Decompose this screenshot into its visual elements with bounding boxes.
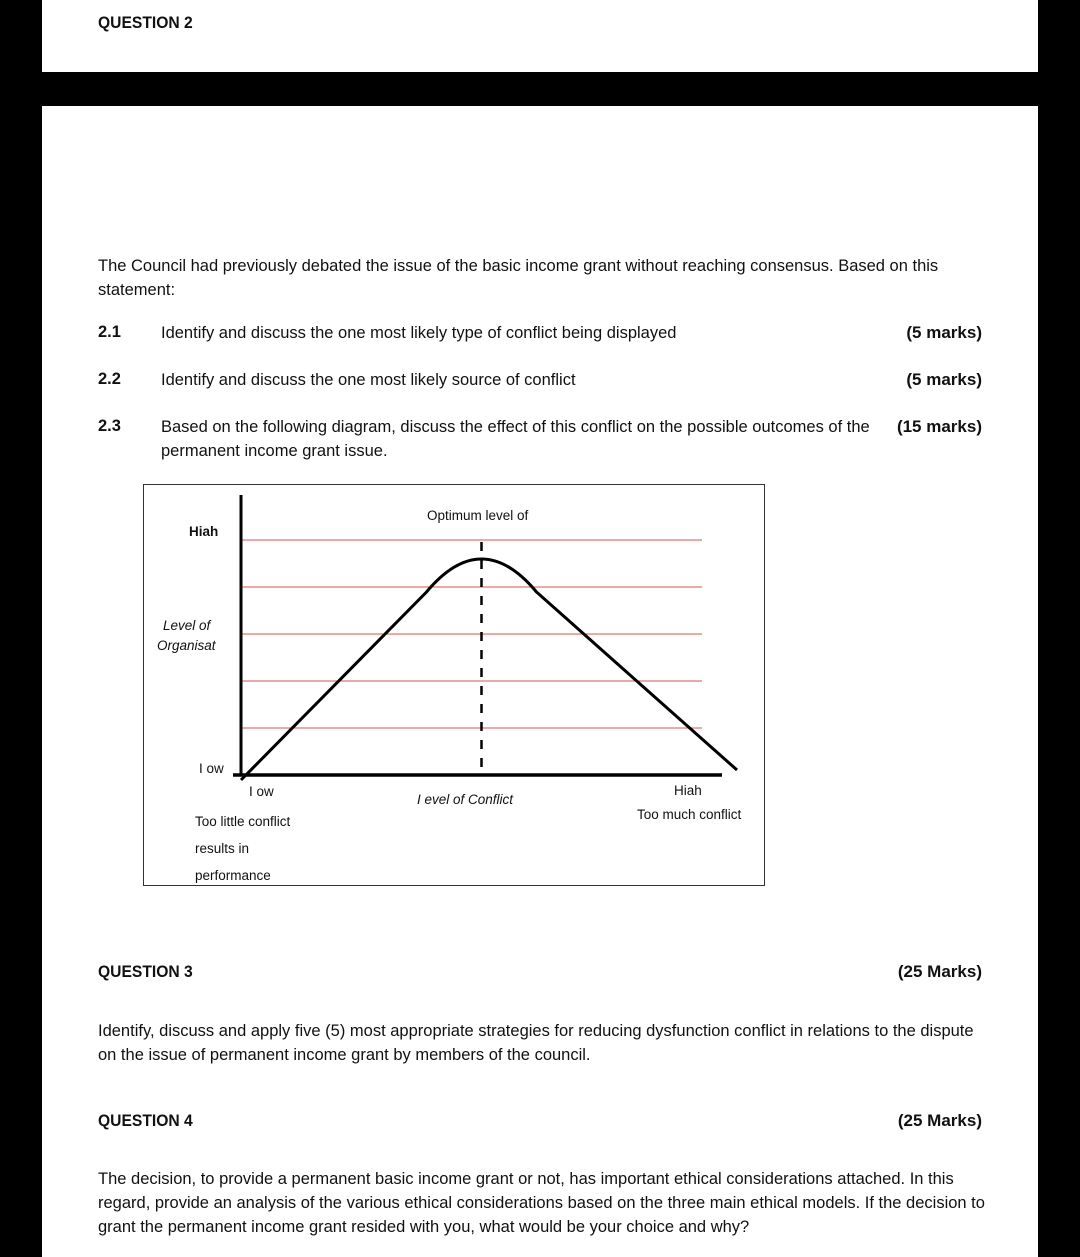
- item-2-2-text: Identify and discuss the one most likely source of conflict: [161, 371, 576, 389]
- x-axis-label: I evel of Conflict: [417, 792, 514, 807]
- item-2-1-number: 2.1: [98, 323, 121, 341]
- item-2-2-number: 2.2: [98, 370, 121, 388]
- question-3-marks: (25 Marks): [897, 962, 982, 981]
- too-little-line3: performance: [195, 868, 271, 883]
- conflict-performance-diagram: [143, 484, 765, 886]
- page-top-strip: [42, 0, 1038, 72]
- item-2-2-marks: (5 marks): [906, 370, 982, 389]
- too-little-line1: Too little conflict: [195, 814, 291, 829]
- y-axis-label-line1: Level of: [163, 618, 211, 633]
- item-2-1-text: Identify and discuss the one most likely type of conflict being displayed: [161, 324, 677, 342]
- x-axis-low-label: I ow: [249, 784, 274, 799]
- question-2-title: QUESTION 2: [98, 13, 193, 32]
- y-axis-label-line2: Organisat: [157, 638, 216, 653]
- y-axis-low-label: I ow: [199, 761, 224, 776]
- question-3-title: QUESTION 3: [98, 962, 193, 981]
- item-2-3-text: Based on the following diagram, discuss the effect of this conflict on the possible outcomes of the permanent income grant issue.: [161, 418, 870, 460]
- item-2-3-marks: (15 marks): [896, 417, 982, 436]
- question-2-intro: The Council had previously debated the issue of the basic income grant without reaching consensus. Based on this statement:: [98, 257, 939, 299]
- question-4-marks: (25 Marks): [897, 1111, 982, 1130]
- too-much-label: Too much conflict: [637, 807, 742, 822]
- x-axis-high-label: Hiah: [674, 783, 702, 798]
- performance-curve: [241, 559, 737, 780]
- y-axis-high-label: Hiah: [189, 524, 219, 539]
- question-3-text: Identify, discuss and apply five (5) most appropriate strategies for reducing dysfunction conflict in relations to the dispute on the issue of permanent income grant by members of the council.: [98, 1022, 974, 1064]
- item-2-3-number: 2.3: [98, 417, 121, 435]
- item-2-1-marks: (5 marks): [906, 323, 982, 342]
- optimum-label: Optimum level of: [427, 508, 529, 523]
- question-4-text: The decision, to provide a permanent basic income grant or not, has important ethical considerations attached. In this regard, provide an analysis of the various ethical considerations based on the three main ethical models. If the decision to grant the permanent income grant resided with you, what would be your choice and why?: [98, 1170, 985, 1236]
- too-little-line2: results in: [195, 841, 250, 856]
- question-4-title: QUESTION 4: [98, 1111, 193, 1130]
